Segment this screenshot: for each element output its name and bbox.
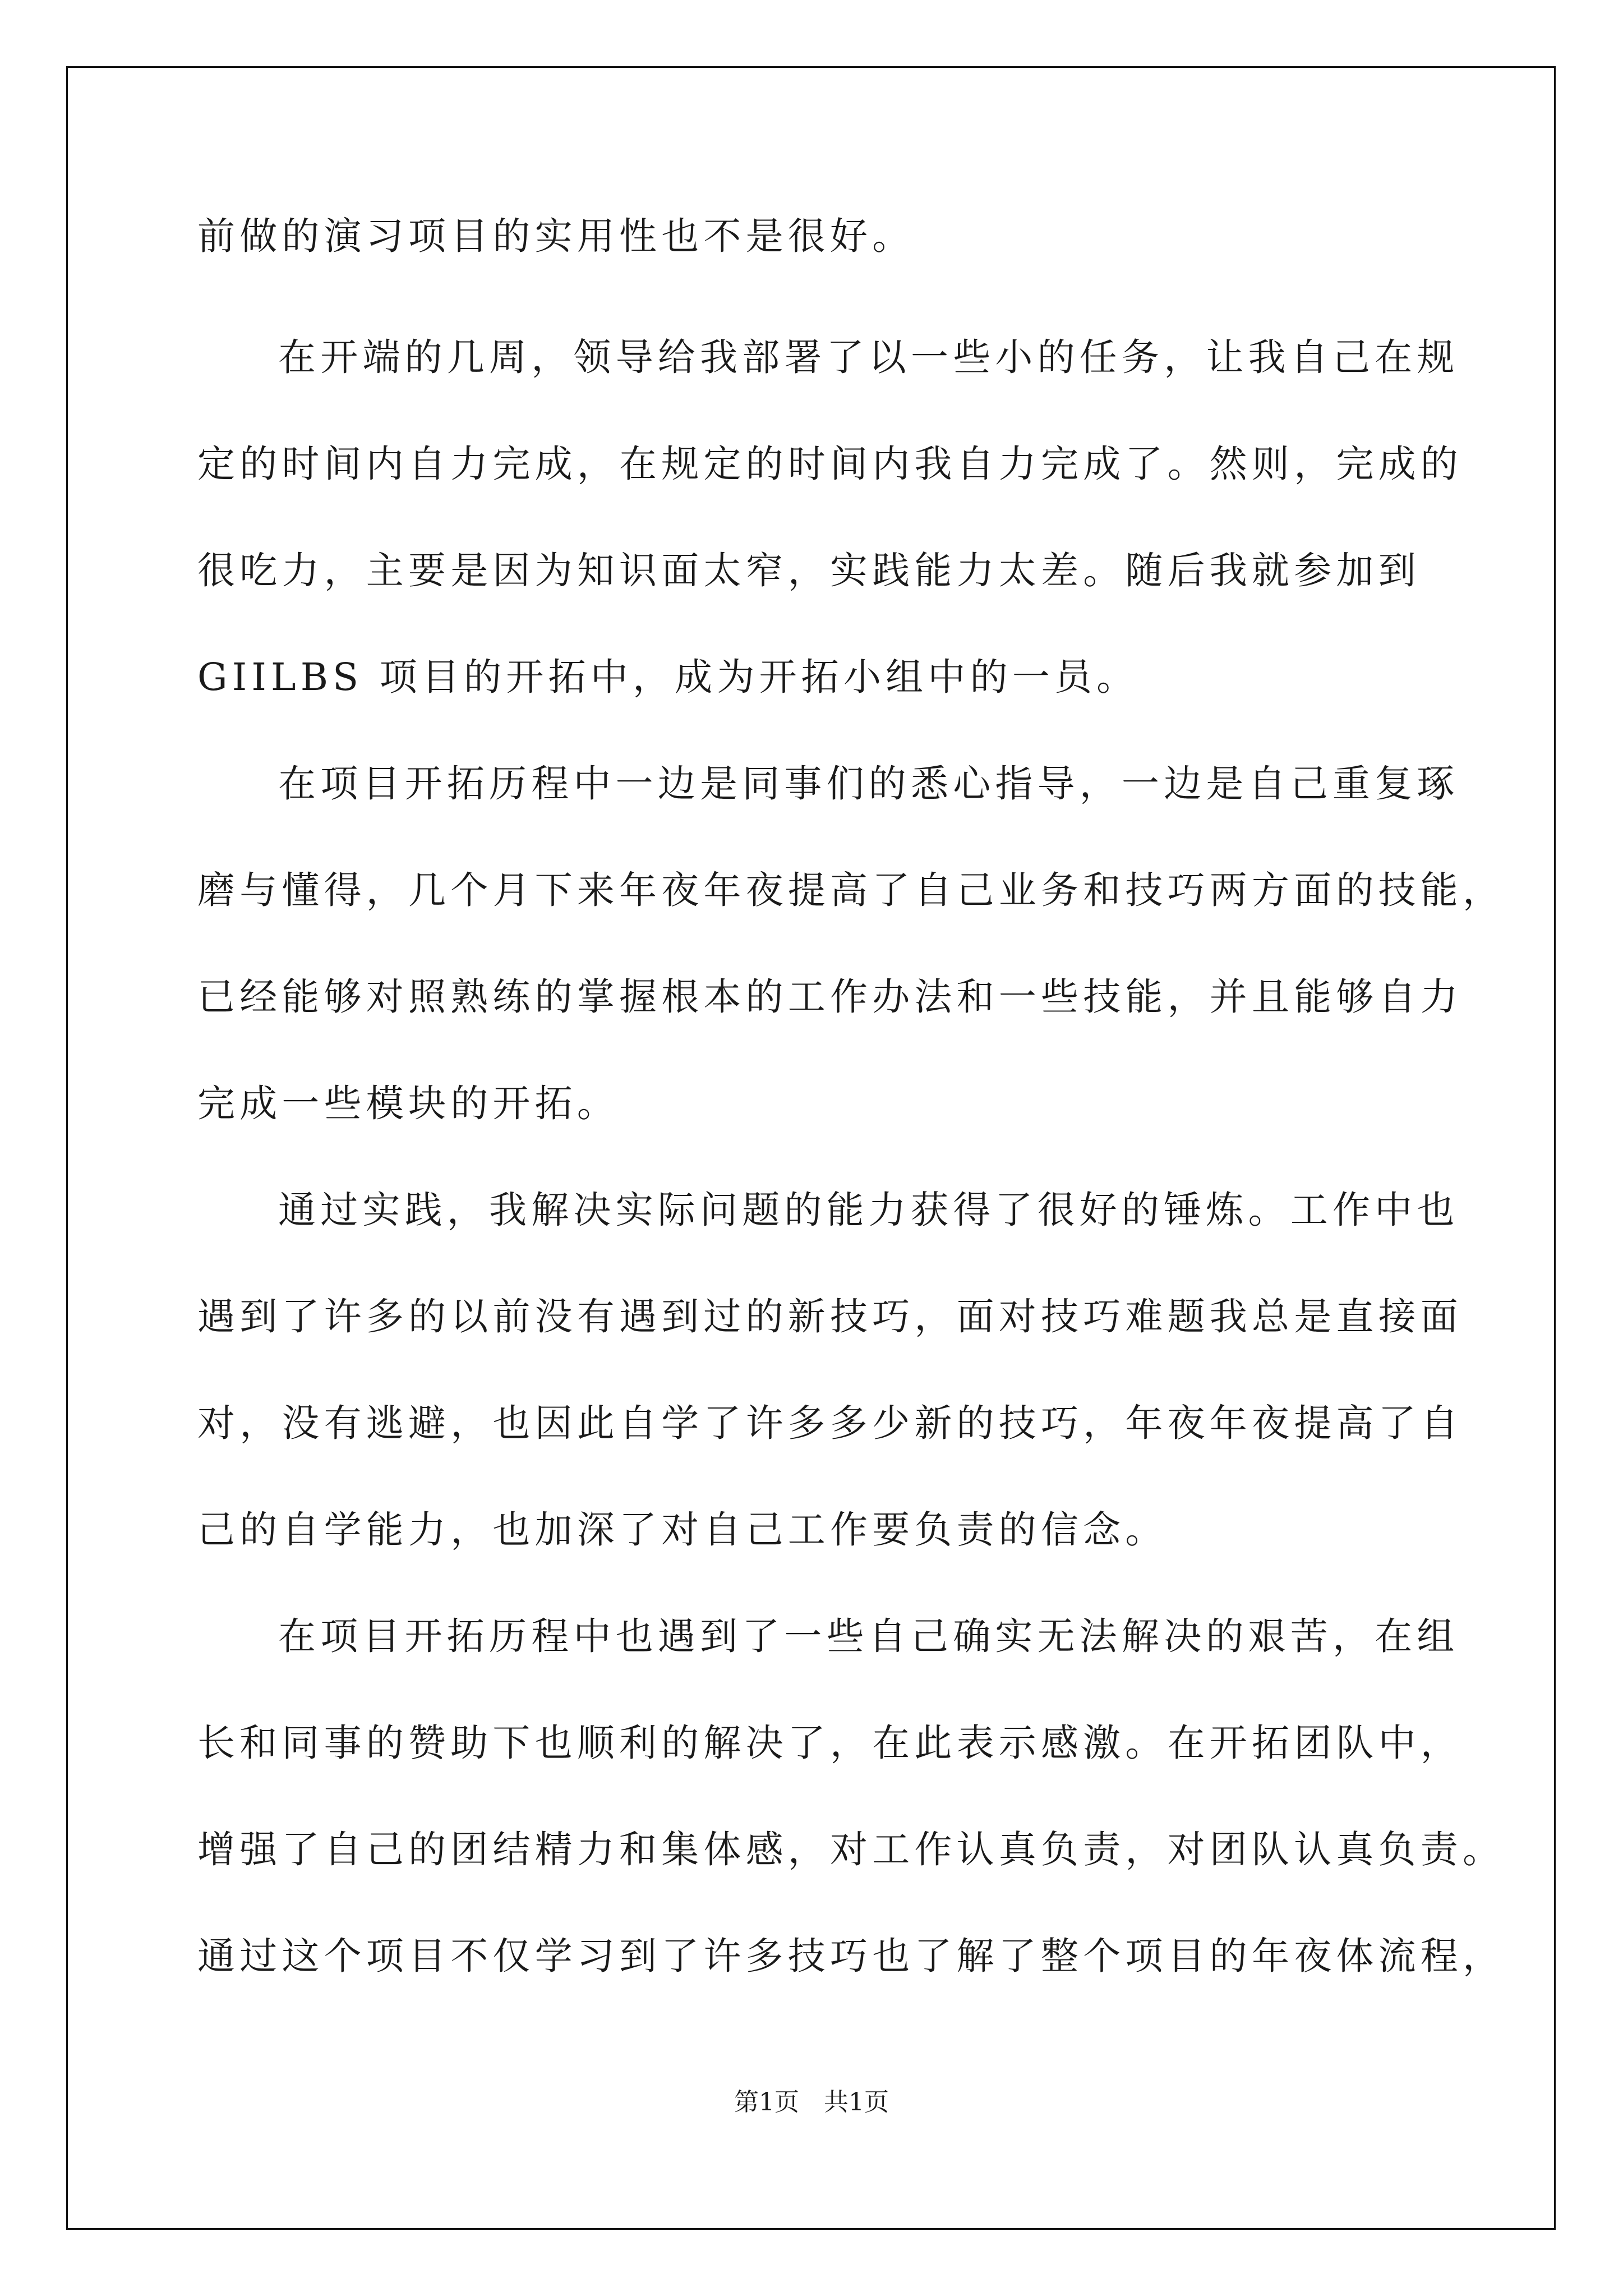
text-line: 通过这个项目不仅学习到了许多技巧也了解了整个项目的年夜体流程， <box>197 1934 1505 1978</box>
text-line: 在项目开拓历程中一边是同事们的悉心指导，一边是自己重复琢 <box>278 762 1459 806</box>
text-line: 己的自学能力，也加深了对自己工作要负责的信念。 <box>197 1508 1168 1552</box>
text-line: 已经能够对照熟练的掌握根本的工作办法和一些技能，并且能够自力 <box>197 975 1463 1019</box>
text-line: GIILBS 项目的开拓中，成为开拓小组中的一员。 <box>197 655 1139 699</box>
text-line: 在项目开拓历程中也遇到了一些自己确实无法解决的艰苦，在组 <box>278 1614 1459 1658</box>
text-line: 遇到了许多的以前没有遇到过的新技巧，面对技巧难题我总是直接面 <box>197 1295 1463 1338</box>
page-footer: 第1页 共1页 <box>734 2088 889 2116</box>
text-line: 很吃力，主要是因为知识面太窄，实践能力太差。随后我就参加到 <box>197 549 1421 592</box>
text-line: 磨与懂得，几个月下来年夜年夜提高了自己业务和技巧两方面的技能， <box>197 868 1505 912</box>
text-line: 通过实践，我解决实际问题的能力获得了很好的锤炼。工作中也 <box>278 1188 1459 1232</box>
text-line: 在开端的几周，领导给我部署了以一些小的任务，让我自己在规 <box>278 335 1459 379</box>
text-line: 增强了自己的团结精力和集体感，对工作认真负责，对团队认真负责。 <box>197 1828 1505 1871</box>
text-line: 定的时间内自力完成，在规定的时间内我自力完成了。然则，完成的 <box>197 442 1463 486</box>
text-line: 长和同事的赞助下也顺利的解决了，在此表示感激。在开拓团队中， <box>197 1721 1463 1765</box>
text-line: 对，没有逃避，也因此自学了许多多少新的技巧，年夜年夜提高了自 <box>197 1401 1463 1445</box>
text-line: 前做的演习项目的实用性也不是很好。 <box>197 214 915 258</box>
text-line: 完成一些模块的开拓。 <box>197 1082 619 1125</box>
